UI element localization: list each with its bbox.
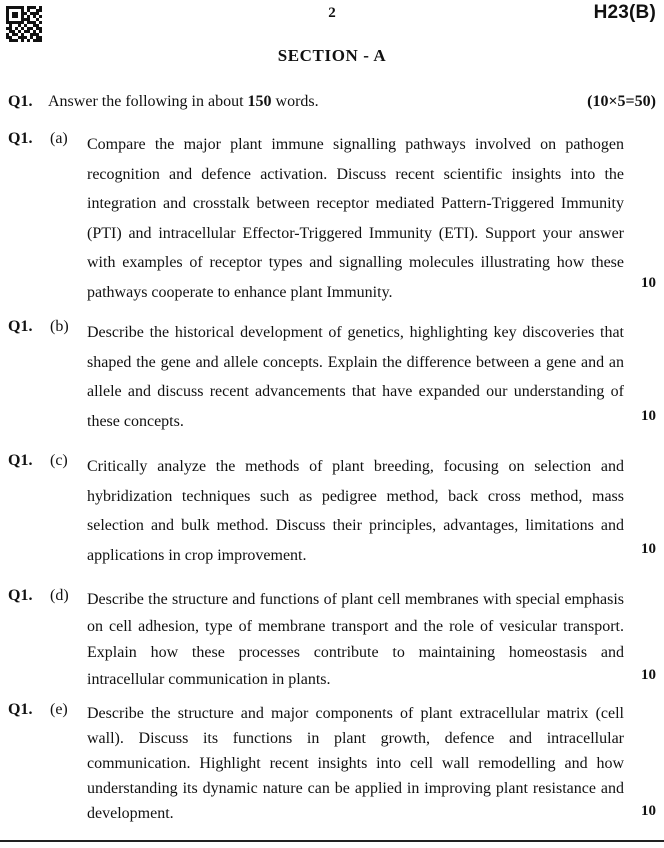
question-part: (d) xyxy=(50,587,69,604)
question-marks: 10 xyxy=(641,541,656,557)
question-part: (b) xyxy=(50,318,69,335)
question-label: Q1. xyxy=(8,452,33,469)
question-text: Compare the major plant immune signalling pathways involved on pathogen recognition and defence activation. Discuss recent scientific insights into the integration and crosstalk between receptor mediated Pattern-Triggered Immunity (PTI) and intracellular Effector-Triggered Immunity (ETI). Support your answer with examples of receptor types and signalling molecules illustrating how these pathways cooperate to enhance plant Immunity. xyxy=(87,136,624,301)
question-label: Q1. xyxy=(8,93,33,110)
question-item-d xyxy=(8,587,656,697)
page-number: 2 xyxy=(328,5,336,21)
instruction-prefix: Answer the following in about xyxy=(48,93,248,110)
question-text: Describe the structure and major components of plant extracellular matrix (cell wall). Discuss its functions in plant growth, defence and intracellular communication. Highlight recent insights into cell wall remodelling and how understanding its dynamic nature can be applied in improving plant resistance and development. xyxy=(87,705,624,822)
paper-code: H23(B) xyxy=(593,2,656,23)
bottom-rule xyxy=(0,840,664,842)
question-marks: 10 xyxy=(641,803,656,819)
instruction-word-count: 150 xyxy=(247,93,272,110)
question-marks: 10 xyxy=(641,275,656,291)
question-item-e xyxy=(8,701,656,829)
question-part: (c) xyxy=(50,452,68,469)
total-marks: (10×5=50) xyxy=(587,93,656,110)
question-label: Q1. xyxy=(8,318,33,335)
question-part: (a) xyxy=(50,130,68,147)
instruction-row xyxy=(8,93,656,117)
question-part: (e) xyxy=(50,701,68,718)
question-item-b xyxy=(8,318,656,438)
instruction-text xyxy=(48,93,319,111)
question-marks: 10 xyxy=(641,667,656,683)
question-item-c xyxy=(8,452,656,570)
question-text: Critically analyze the methods of plant breeding, focusing on selection and hybridization techniques such as pedigree method, back cross method, mass selection and bulk method. Discuss their principles, advantages, limitations and applications in crop improvement. xyxy=(87,458,624,564)
question-marks: 10 xyxy=(641,408,656,424)
question-label: Q1. xyxy=(8,701,33,718)
question-text: Describe the structure and functions of plant cell membranes with special emphasis on cell adhesion, type of membrane transport and the role of vesicular transport. Explain how these processes contribute to maintaining homeostasis and intracellular communication in plants. xyxy=(87,591,624,688)
question-text: Describe the historical development of genetics, highlighting key discoveries that shaped the gene and allele concepts. Explain the difference between a gene and an allele and discuss recent advancements that have expanded our understanding of these concepts. xyxy=(87,324,624,430)
question-item-a xyxy=(8,130,656,310)
instruction-suffix: words. xyxy=(271,93,319,110)
section-title: SECTION - A xyxy=(277,46,387,65)
question-label: Q1. xyxy=(8,130,33,147)
question-label: Q1. xyxy=(8,587,33,604)
